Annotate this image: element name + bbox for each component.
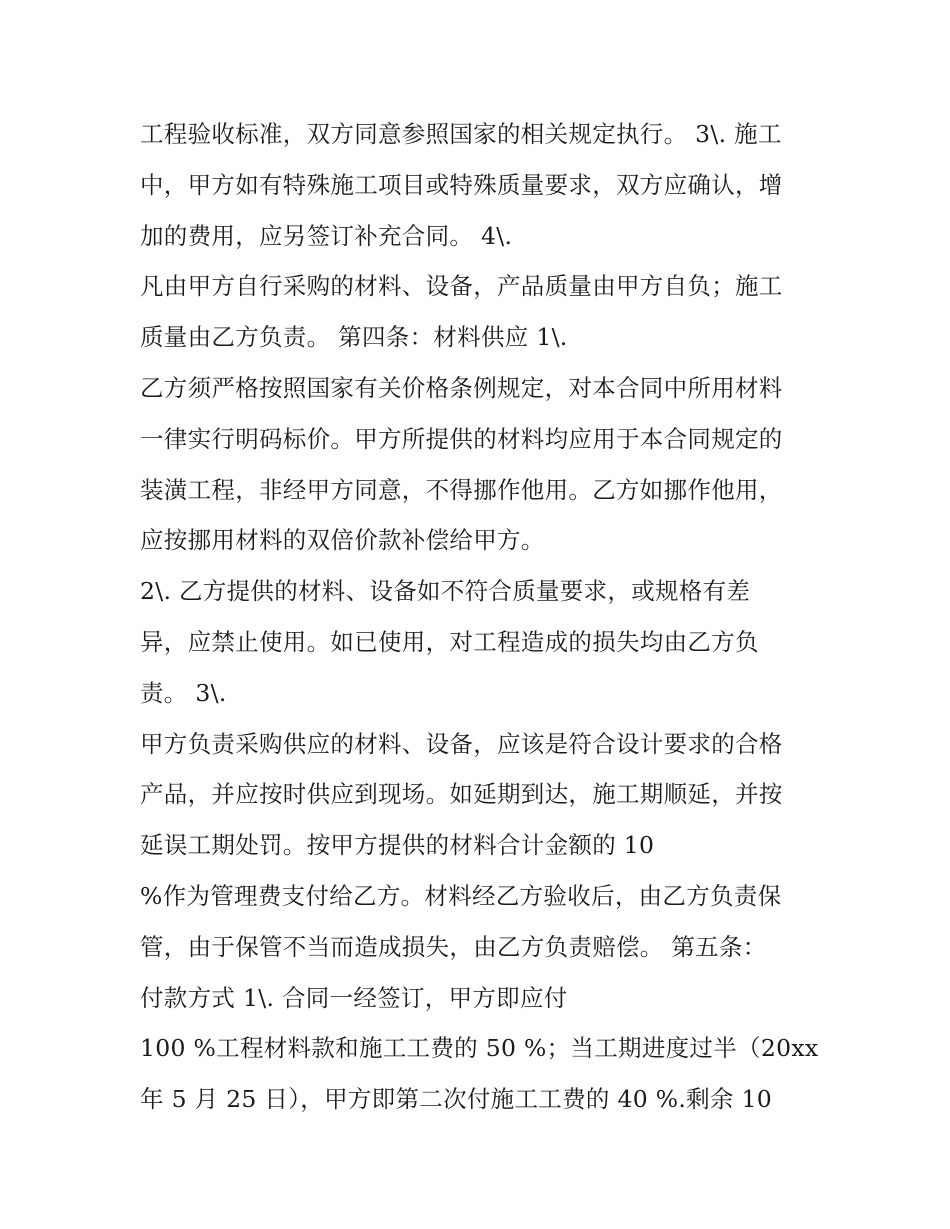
text-line: 中，甲方如有特殊施工项目或特殊质量要求，双方应确认，增 [140, 170, 783, 199]
text-line: 凡由甲方自行采购的材料、设备，产品质量由甲方自负；施工 [140, 272, 783, 301]
text-line: 加的费用，应另签订补充合同。 4\. [140, 221, 513, 250]
text-line: 管，由于保管不当而造成损失，由乙方负责赔偿。 第五条： [140, 932, 767, 961]
text-line: 付款方式 1\. 合同一经签订，甲方即应付 [140, 983, 568, 1012]
text-line: 2\. 乙方提供的材料、设备如不符合质量要求，或规格有差 [140, 577, 751, 606]
text-line: 一律实行明码标价。甲方所提供的材料均应用于本合同规定的 [140, 424, 783, 453]
text-line: 100 %工程材料款和施工工费的 50 %；当工期进度过半（20xx [140, 1034, 819, 1063]
text-line: 年 5 月 25 日），甲方即第二次付施工工费的 40 %.剩余 10 [140, 1085, 772, 1114]
document-body [140, 109, 820, 1125]
text-line: 工程验收标准，双方同意参照国家的相关规定执行。 3\. 施工 [140, 120, 782, 148]
text-line: 产品，并应按时供应到现场。如延期到达，施工期顺延，并按 [140, 780, 783, 809]
text-line: 装潢工程，非经甲方同意，不得挪作他用。乙方如挪作他用， [140, 475, 783, 504]
text-line: 延误工期处罚。按甲方提供的材料合计金额的 10 [140, 831, 655, 860]
text-line: %作为管理费支付给乙方。材料经乙方验收后，由乙方负责保 [140, 881, 782, 910]
text-line: 乙方须严格按照国家有关价格条例规定，对本合同中所用材料 [140, 373, 783, 402]
text-line: 甲方负责采购供应的材料、设备，应该是符合设计要求的合格 [140, 729, 783, 758]
text-line: 异，应禁止使用。如已使用，对工程造成的损失均由乙方负 [140, 627, 759, 656]
text-line: 应按挪用材料的双倍价款补偿给甲方。 [140, 526, 545, 555]
text-line: 责。 3\. [140, 678, 227, 707]
text-line: 质量由乙方负责。 第四条：材料供应 1\. [140, 323, 568, 352]
